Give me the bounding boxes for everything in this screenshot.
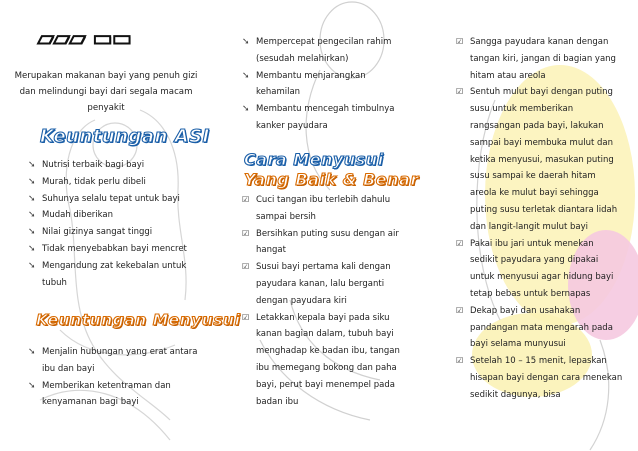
list-item [28, 224, 198, 241]
asi-intro-text: Merupakan makanan bayi yang penuh gizi dan melindungi bayi dari segala macam penyakit [14, 71, 198, 113]
arrow-bullet-icon: ➘ [28, 243, 36, 254]
arrow-bullet-icon: ➘ [28, 347, 36, 357]
heading-keuntungan-menyusui: Keuntungan Menyusui [36, 311, 241, 329]
arrow-bullet-icon: ➘ [28, 227, 36, 238]
heading-cara-menyusui-line1: Cara Menyusui [244, 150, 384, 169]
list-item [242, 310, 407, 411]
column-1 [14, 0, 241, 451]
checkbox-bullet-icon: ☑ [242, 195, 250, 204]
arrow-bullet-icon: ➘ [242, 37, 250, 47]
list-item-text: Nutrisi terbaik bagi bayi [42, 160, 145, 170]
list-item-text: Mengandung zat kekebalan untuk tubuh [42, 260, 187, 288]
list-keuntungan-menyusui-lanjutan [242, 34, 407, 135]
list-item-text: Susui bayi pertama kali dengan payudara kanan, lalu berganti dengan payudara kiri [256, 262, 391, 306]
arrow-bullet-icon: ➘ [242, 70, 250, 81]
list-item-text: Mudah diberikan [42, 210, 114, 221]
list-item-text: Murah, tidak perlu dibeli [42, 176, 146, 187]
list-item [28, 258, 198, 292]
arrow-bullet-icon: ➘ [28, 176, 36, 187]
list-cara-menyusui-lanjutan [456, 34, 624, 404]
list-item-text: Dekap bayi dan usahakan pandangan mata mengarah pada bayi selama munyusui [470, 305, 613, 350]
list-item-text: Setelah 10 – 15 menit, lepaskan hisapan bayi dengan cara menekan sedikit dagunya, bisa [470, 356, 623, 400]
column-2 [242, 0, 419, 451]
list-keuntungan-asi [28, 157, 198, 291]
list-item-text: Membantu mencegah timbulnya kanker payudara [256, 104, 395, 131]
checkbox-bullet-icon: ☑ [242, 312, 250, 322]
list-item [456, 236, 624, 303]
list-cara-menyusui [242, 192, 407, 410]
arrow-bullet-icon: ➘ [28, 160, 36, 170]
list-item-text: Nilai gizinya sangat tinggi [42, 227, 153, 238]
list-item [242, 101, 407, 135]
list-item-text: Bersihkan puting susu dengan air hangat [256, 228, 399, 256]
list-item [456, 34, 624, 84]
column-3 [456, 0, 623, 451]
list-item [28, 241, 198, 258]
checkbox-bullet-icon: ☑ [242, 262, 250, 272]
checkbox-bullet-icon: ☑ [456, 356, 464, 366]
list-item-text: Cuci tangan ibu terlebih dahulu sampai bersih [256, 195, 391, 222]
checkbox-bullet-icon: ☑ [456, 238, 464, 248]
list-item-text: Mempercepat pengecilan rahim (sesudah melahirkan) [256, 37, 392, 64]
list-item-text: Tidak menyebabkan bayi mencret [42, 243, 187, 254]
arrow-bullet-icon: ➘ [242, 104, 250, 115]
list-item-text: Memberikan ketentraman dan kenyamanan bagi bayi [42, 380, 171, 408]
list-item-text: Sangga payudara kanan dengan tangan kiri, jangan di bagian yang hitam atau areola [470, 37, 616, 81]
list-item [242, 226, 407, 260]
checkbox-bullet-icon: ☑ [242, 228, 250, 238]
list-item-text: Menjalin hubungan yang erat antara ibu dan bayi [42, 347, 198, 374]
list-item [242, 259, 407, 309]
list-item-text: Letakkan kepala bayi pada siku kanan bagian dalam, tubuh bayi menghadap ke badan ibu, tangan ibu memegang bokong dan paha bayi, perut bayi menempel pada badan ibu [256, 312, 400, 407]
checkbox-bullet-icon: ☑ [456, 305, 464, 315]
list-item-text: Suhunya selalu tepat untuk bayi [42, 193, 180, 204]
heading-keuntungan-asi: Keuntungan ASI [40, 126, 210, 147]
heading-cara-menyusui-line2: Yang Baik & Benar [244, 170, 419, 189]
list-item [456, 303, 624, 353]
list-item [242, 34, 407, 68]
asi-scribble-title: ▰▰▰ ▬▬ [38, 26, 132, 50]
arrow-bullet-icon: ➘ [28, 380, 36, 391]
list-item [28, 207, 198, 224]
list-item [456, 84, 624, 235]
list-item [28, 174, 198, 191]
list-item [28, 191, 198, 208]
list-item-text: Pakai ibu jari untuk menekan sedikit payudara yang dipakai untuk menyusui agar hidung bayi tetap bebas untuk bernapas [470, 238, 614, 299]
list-item-text: Sentuh mulut bayi dengan puting susu untuk memberikan rangsangan pada bayi, lakukan sampai bayi membuka mulut dan ketika menyusui, masukan puting susu sampai ke daerah hitam areola ke mulut bayi sehingga puting susu terletak diantara lidah dan langit-langit mulut bayi [470, 87, 618, 232]
list-item [28, 378, 198, 412]
list-item [456, 353, 624, 403]
checkbox-bullet-icon: ☑ [456, 37, 464, 46]
arrow-bullet-icon: ➘ [28, 193, 36, 204]
arrow-bullet-icon: ➘ [28, 210, 36, 221]
list-item [28, 344, 198, 378]
list-item [242, 68, 407, 102]
list-keuntungan-menyusui [28, 344, 198, 411]
list-item [242, 192, 407, 226]
arrow-bullet-icon: ➘ [28, 260, 36, 271]
list-item-text: Membantu menjarangkan kehamilan [256, 70, 366, 98]
list-item [28, 157, 198, 174]
checkbox-bullet-icon: ☑ [456, 87, 464, 97]
